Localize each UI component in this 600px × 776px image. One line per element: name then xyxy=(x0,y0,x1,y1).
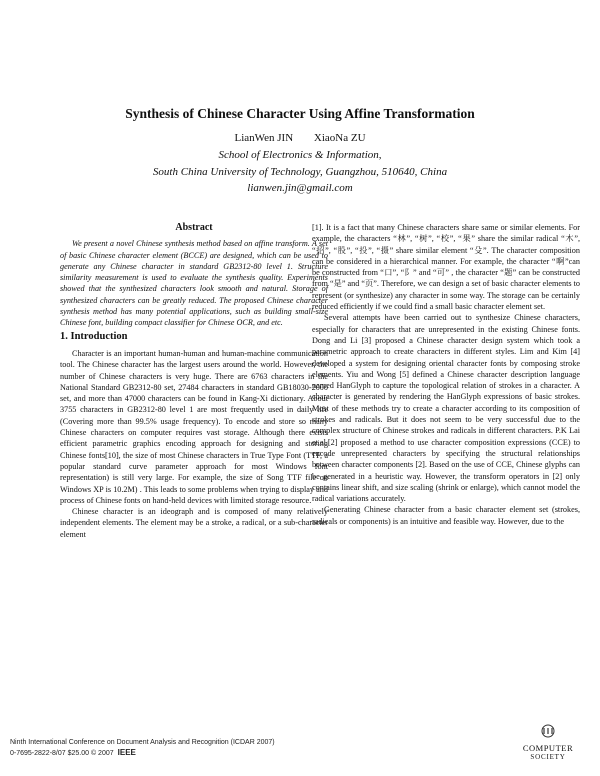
author-list xyxy=(0,132,600,144)
abstract-heading: Abstract xyxy=(175,222,213,233)
ieee-label: IEEE xyxy=(117,748,136,757)
body-paragraph: [1]. It is a fact that many Chinese characters share same or similar elements. For example, the characters “林”, “树”, “校”, “果” share the similar radical “木”, “招”, “股”, “投”, “摄” share similar element “殳”. The character composition can be considered in a hierarchical manner. For example, the character “啊”can be constructed from “口”, “阝” and “可” , the character “题” can be constructed from “是” and “页”. Therefore, we can design a set of basic character elements to represent (or synthesize) any character in some way. The storage can be certainly reduced efficiently if we could find a small basic character element set. xyxy=(312,223,580,312)
abstract-text: We present a novel Chinese synthesis method based on affine transform. A set of basic Chinese character element (BCCE) are designed, which can be used to generate any Chinese character in standard GB2312-80 level 1. Structure similarity measurement is used to evaluate the synthesis quality. Experiments showed that the synthesized characters look smooth and natural. Storage of synthesized characters can be greatly reduced. The proposed Chinese character synthesis method has many potential applications, such as building small-size Chinese font, building compact classifier for Chinese OCR, and etc. xyxy=(60,239,328,328)
left-column xyxy=(60,222,328,540)
author-name: XiaoNa ZU xyxy=(313,132,366,144)
logo-line-2: SOCIETY xyxy=(530,753,566,761)
affiliation-university: South China University of Technology, Guangzhou, 510640, China xyxy=(152,166,448,178)
computer-society-emblem-icon xyxy=(535,724,561,738)
logo-line-1: COMPUTER xyxy=(522,743,574,753)
isbn-price-copyright: 0-7695-2822-8/07 $25.00 © 2007 xyxy=(10,750,114,757)
computer-society-logo xyxy=(508,724,588,768)
copyright-line xyxy=(10,748,275,759)
paper-title: Synthesis of Chinese Character Using Affine Transformation xyxy=(125,106,475,121)
author-email: lianwen.jin@gmail.com xyxy=(247,182,353,194)
right-column xyxy=(312,222,580,527)
conference-name: Ninth International Conference on Document Analysis and Recognition (ICDAR 2007) xyxy=(10,739,275,746)
intro-paragraph: Character is an important human-human and human-machine communication tool. The Chinese character has the largest users around the world. However, the number of Chinese characters is very huge. There are 6763 characters in the National Standard GB2312-80 set, 27484 characters in standard GB18030-2000 set, and more than 47000 characters can be found in Kang-Xi dictionary. About 3755 characters in GB2312-80 level 1 are most frequently used in daily life (Covering more than 99.5% usage frequency). To encode and store so many Chinese characters on computer requires vast storage. Although there exists efficient parametric graphics encoding approach for designing and storing Chinese fonts[10], the size of most Chinese characters in True Type Font (TTF, a popular standard curve parameter approach for most Windows font representation) is still very large. For example, the size of Song TTF file on Windows XP is 10.2M) . This leads to some problems when trying to display and process of Chinese fonts on hand-held devices with limited storage resource. xyxy=(60,348,328,505)
intro-paragraph: Chinese character is an ideograph and is composed of many relatively independent elements. The element may be a stroke, a radical, or a sub-character element xyxy=(60,507,328,539)
body-paragraph: Several attempts have been carried out to synthesize Chinese characters, especially for characters that are unrepresented in the existing Chinese fonts. Dong and Li [3] proposed a Chinese character design system which took a parametric approach to create characters in different styles. Lim and Kim [4] developed a system for designing oriental character fonts by composing stroke elements. Yiu and Wong [5] defined a Chinese character description language named HanGlyph to capture the topological relation of strokes in a character. A character is generated by rendering the HanGlyph expressions of basic strokes. Most of these methods try to create a character according to its composition of strokes and radicals. But it does not seem to be very successful due to the complex structure of Chinese strokes and radicals in different characters. P.K Lai et.al.[2] proposed a method to use character composition expressions (CCE) to encode unrepresented characters by specifying the structural relationships between character components [2]. Based on the use of CCE, Chinese glyphs can be generated in a heuristic way. However, the transform operators in [2] only contains linear shift, and size scaling (shrink or enlarge), which cannot model the radical variations accurately. xyxy=(312,313,580,504)
section-heading-introduction: 1. Introduction xyxy=(60,330,128,342)
page-footer xyxy=(10,738,275,759)
author-name: LianWen JIN xyxy=(234,132,294,144)
body-paragraph: Generating Chinese character from a basic character element set (strokes, radicals or components) is an intuitive and feasible way. However, due to the xyxy=(312,505,580,526)
affiliation-school: School of Electronics & Information, xyxy=(218,149,382,161)
